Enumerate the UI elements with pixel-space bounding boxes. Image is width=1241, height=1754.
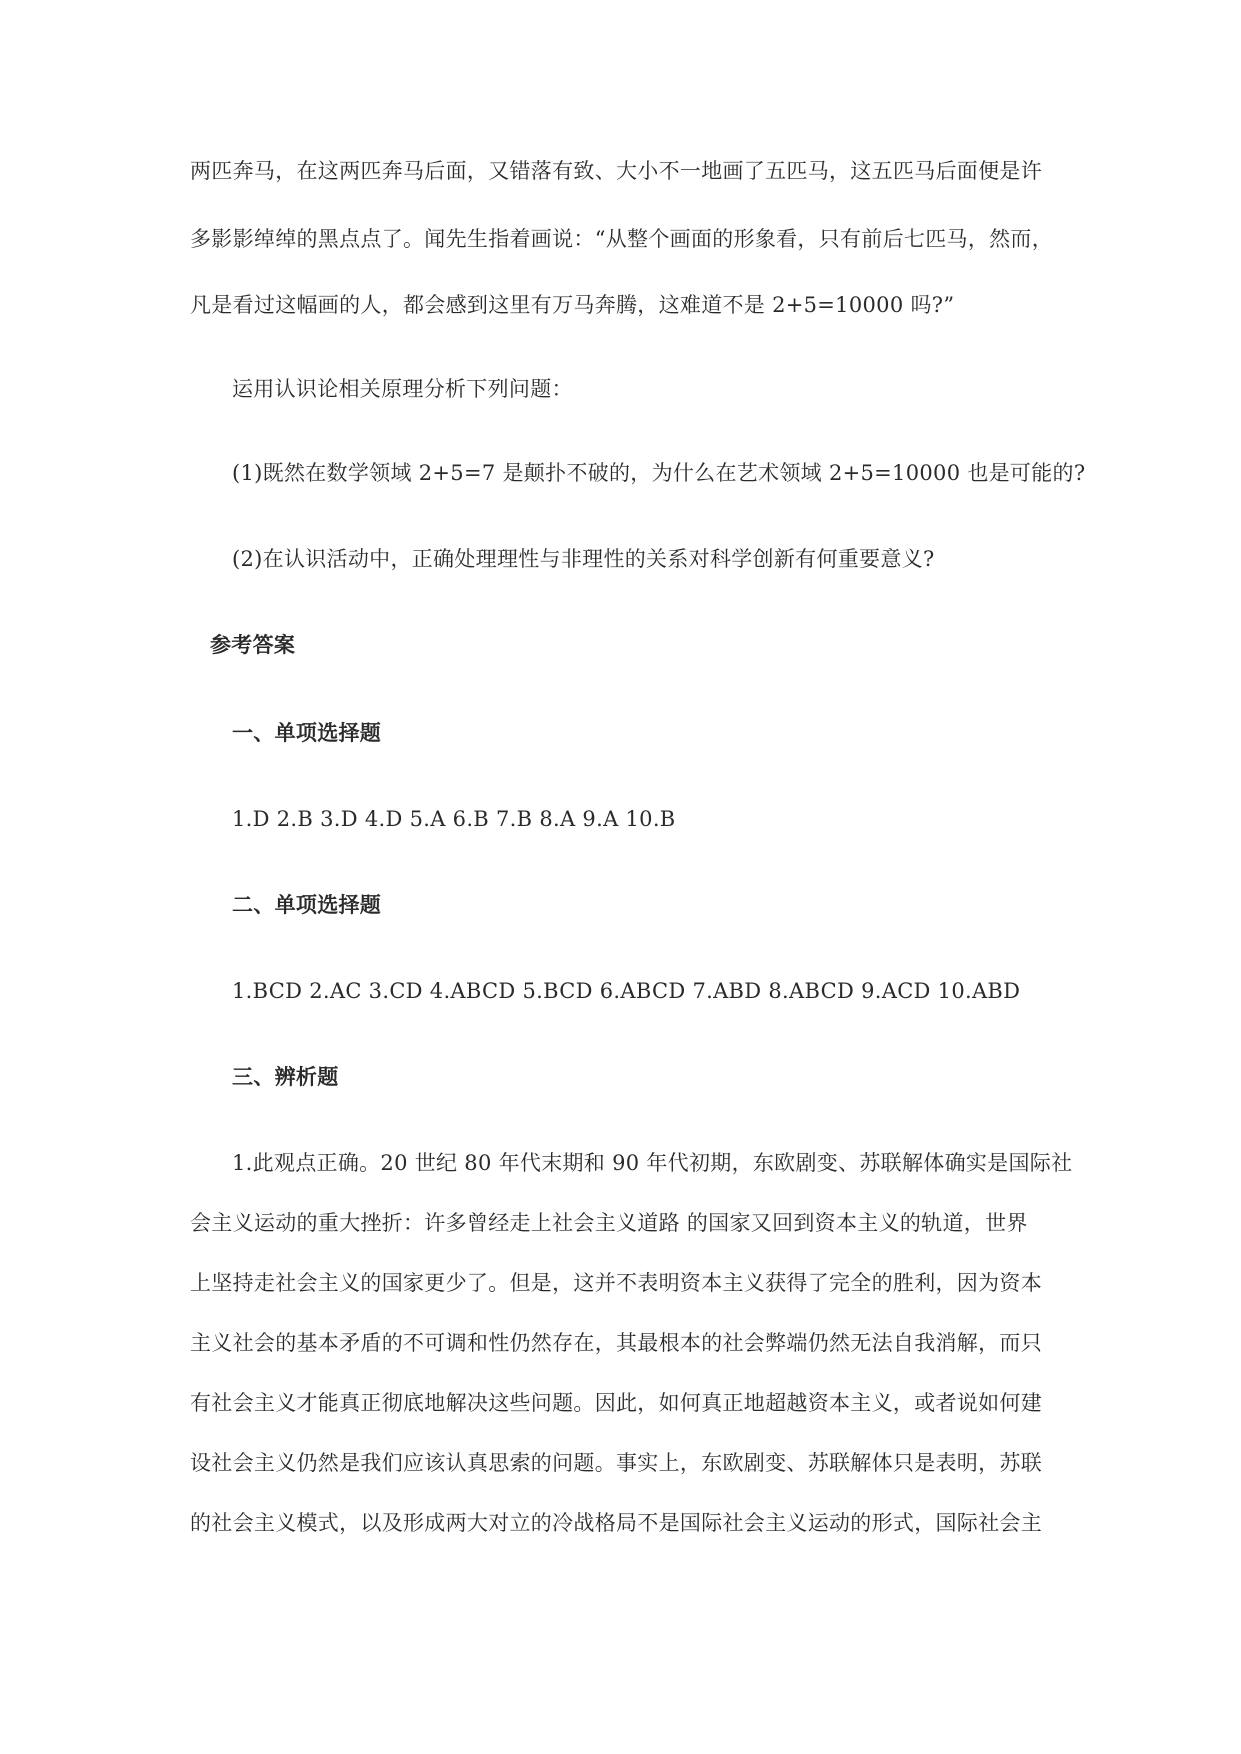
question-2: (2)在认识活动中，正确处理理性与非理性的关系对科学创新有何重要意义? <box>232 547 935 571</box>
paragraph-line: 两匹奔马，在这两匹奔马后面，又错落有致、大小不一地画了五匹马，这五匹马后面便是许 <box>190 159 1042 183</box>
section-3-line: 1.此观点正确。20 世纪 80 年代末期和 90 年代初期，东欧剧变、苏联解体确实是国际社 <box>232 1151 1073 1175</box>
section-1-answers: 1.D 2.B 3.D 4.D 5.A 6.B 7.B 8.A 9.A 10.B <box>232 807 676 831</box>
section-3-line: 主义社会的基本矛盾的不可调和性仍然存在，其最根本的社会弊端仍然无法自我消解，而只 <box>190 1331 1042 1355</box>
section-3-line: 上坚持走社会主义的国家更少了。但是，这并不表明资本主义获得了完全的胜利，因为资本 <box>190 1271 1042 1295</box>
section-3-line: 设社会主义仍然是我们应该认真思索的问题。事实上，东欧剧变、苏联解体只是表明，苏联 <box>190 1451 1042 1475</box>
section-2-title: 二、单项选择题 <box>232 892 382 917</box>
section-3-title: 三、辨析题 <box>232 1064 339 1089</box>
section-3-line: 会主义运动的重大挫折：许多曾经走上社会主义道路 的国家又回到资本主义的轨道，世界 <box>190 1211 1028 1235</box>
section-2-answers: 1.BCD 2.AC 3.CD 4.ABCD 5.BCD 6.ABCD 7.ABD 8.ABCD 9.ACD 10.ABD <box>232 979 1021 1003</box>
paragraph-line: 凡是看过这幅画的人，都会感到这里有万马奔腾，这难道不是 2+5=10000 吗?” <box>190 293 955 317</box>
answer-title: 参考答案 <box>210 632 296 657</box>
instruction-text: 运用认识论相关原理分析下列问题： <box>232 377 573 401</box>
section-3-line: 有社会主义才能真正彻底地解决这些问题。因此，如何真正地超越资本主义，或者说如何建 <box>190 1391 1042 1415</box>
question-1: (1)既然在数学领域 2+5=7 是颠扑不破的，为什么在艺术领域 2+5=10000 也是可能的? <box>232 461 1086 485</box>
paragraph-line: 多影影绰绰的黑点点了。闻先生指着画说：“从整个画面的形象看，只有前后七匹马，然而， <box>190 227 1054 251</box>
section-1-title: 一、单项选择题 <box>232 720 382 745</box>
section-3-line: 的社会主义模式，以及形成两大对立的冷战格局不是国际社会主义运动的形式，国际社会主 <box>190 1511 1042 1535</box>
